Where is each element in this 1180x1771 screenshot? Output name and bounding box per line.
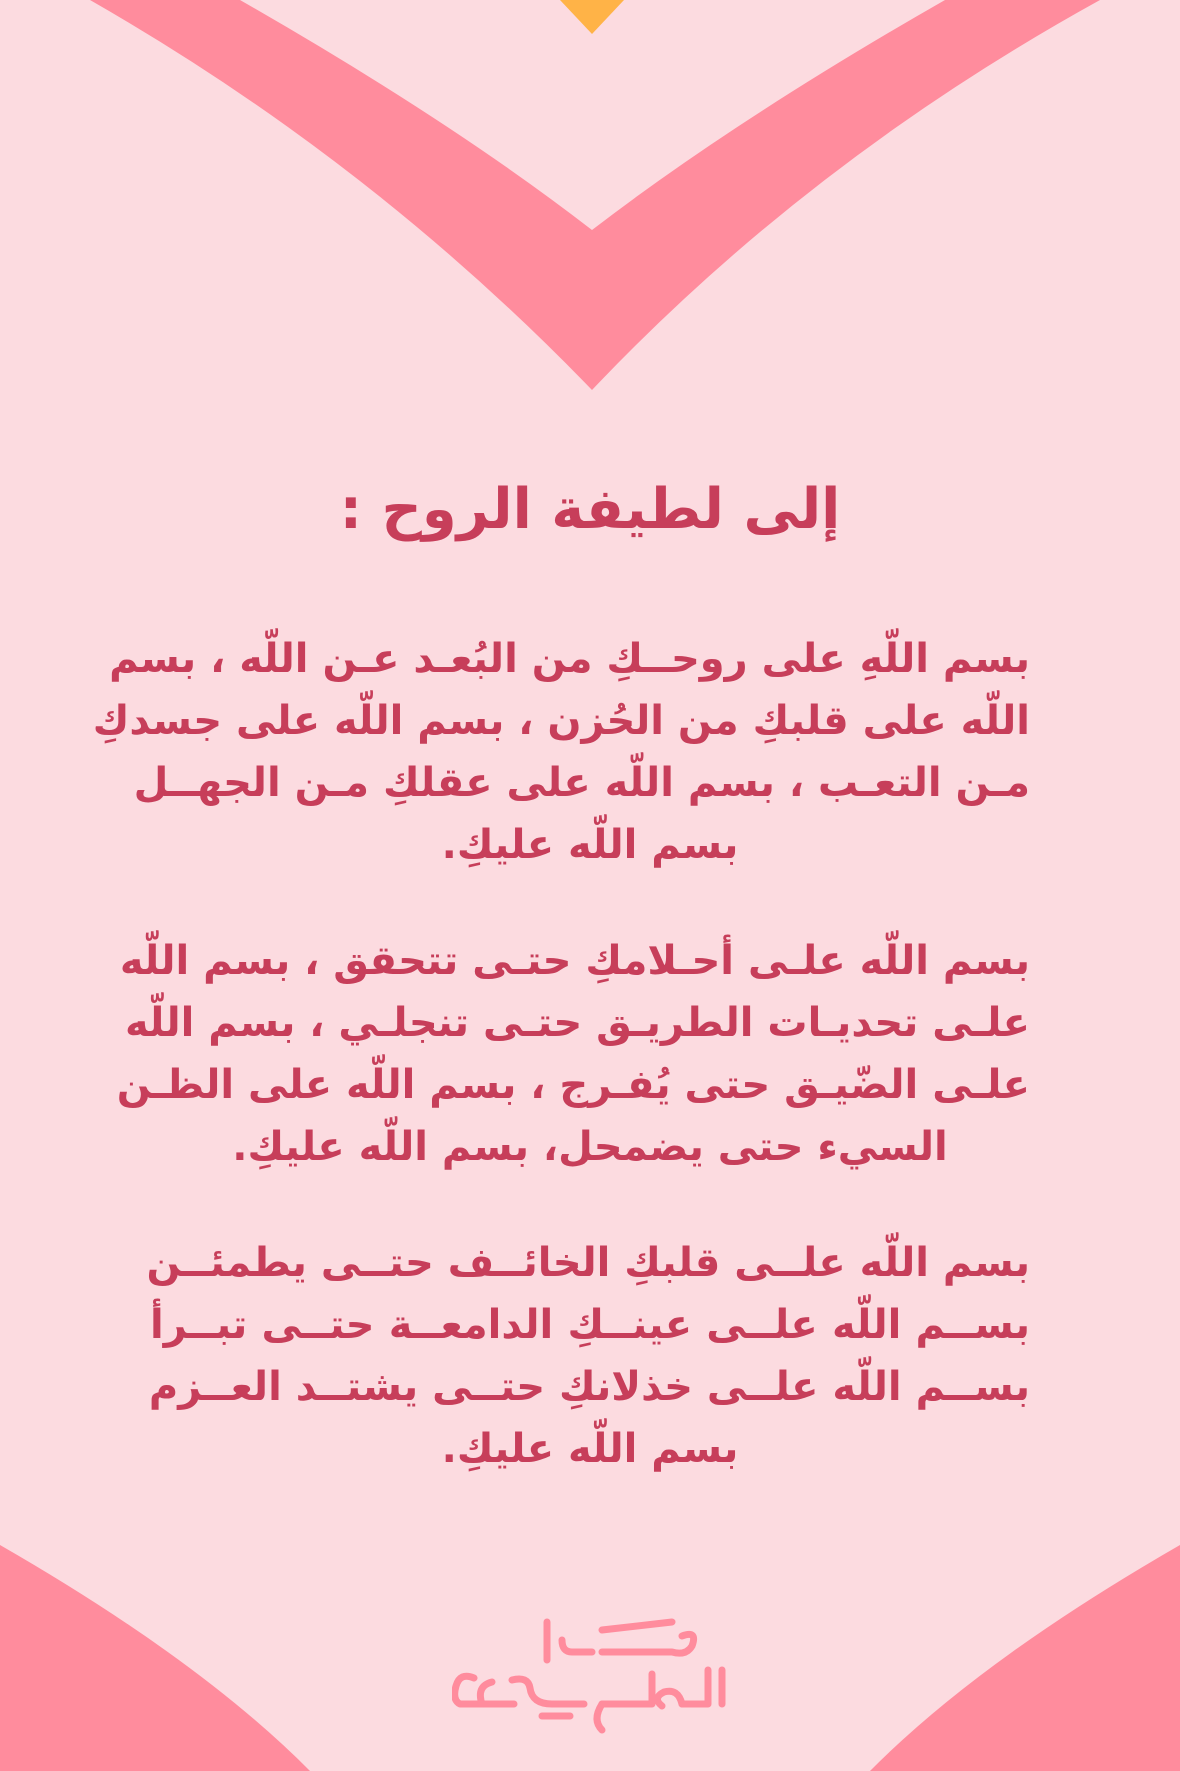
paragraph-line: علـى تحديـات الطريـق حتـى تنجلـي ، بسم اللّه bbox=[125, 1000, 1030, 1046]
paragraph-2 bbox=[116, 930, 1030, 1178]
brand-logo bbox=[452, 1600, 732, 1740]
paragraph-line: بسم اللّه علــى قلبكِ الخائــف حتــى يطمئــن bbox=[146, 1240, 1030, 1286]
paragraph-line: علـى الضّيـق حتى يُفـرج ، بسم اللّه على الظـن bbox=[116, 1062, 1030, 1108]
paragraph-1 bbox=[92, 628, 1030, 876]
paragraph-line: بســم اللّه علــى خذلانكِ حتــى يشتــد العــزم bbox=[148, 1364, 1030, 1410]
paragraph-line: بسم اللّهِ على روحــكِ من البُعـد عـن اللّه ، بسم bbox=[109, 636, 1030, 682]
paragraph-line: بسم اللّه عليكِ. bbox=[441, 1426, 739, 1472]
paragraph-line: بسم اللّه علـى أحـلامكِ حتـى تتحقق ، بسم اللّه bbox=[119, 938, 1030, 984]
page-title: إلى لطيفة الروح : bbox=[339, 477, 841, 542]
paragraph-line: اللّه على قلبكِ من الحُزن ، بسم اللّه على جسدكِ bbox=[92, 698, 1030, 744]
paragraph-line: بســم اللّه علــى عينــكِ الدامعــة حتــى تبــرأ bbox=[150, 1302, 1030, 1348]
paragraph-line: بسم اللّه عليكِ. bbox=[441, 822, 739, 868]
paragraph-line: السيء حتى يضمحل، بسم اللّه عليكِ. bbox=[232, 1124, 948, 1170]
paragraph-line: مـن التعـب ، بسم اللّه على عقلكِ مـن الجهــل bbox=[133, 760, 1030, 806]
paragraph-3 bbox=[146, 1232, 1030, 1480]
